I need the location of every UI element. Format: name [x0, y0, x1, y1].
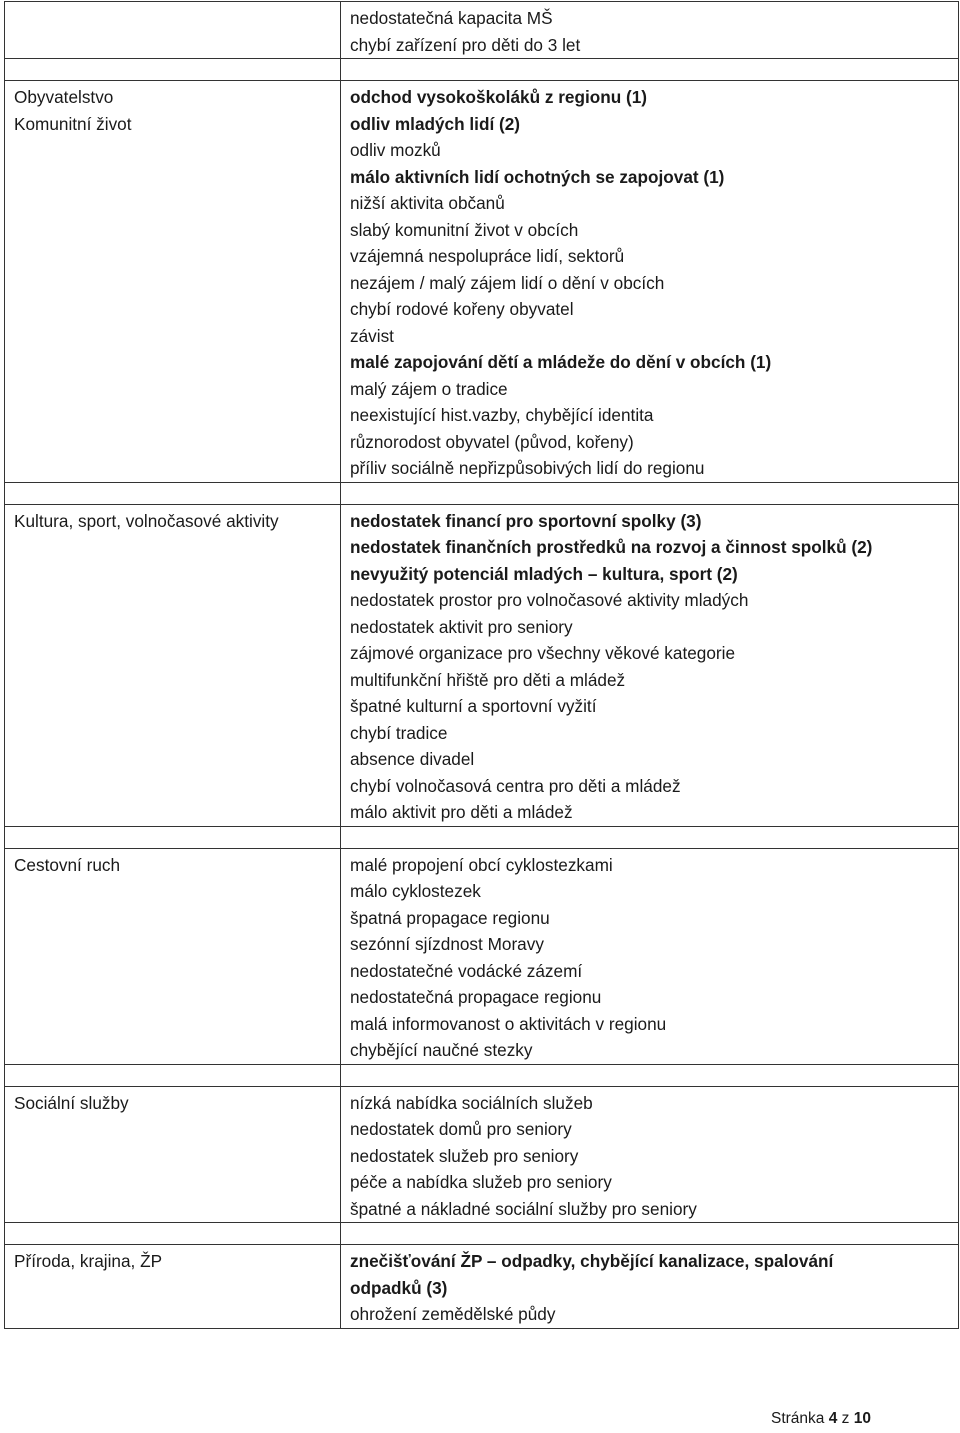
spacer-cell	[5, 482, 341, 504]
category-cell	[5, 1086, 341, 1223]
footer-page-total: 10	[853, 1410, 871, 1427]
section-row	[5, 504, 959, 826]
category-cell	[5, 2, 341, 59]
item-text: malý zájem o tradice	[350, 378, 508, 399]
item-text: odliv mozků	[350, 140, 441, 160]
section-row	[5, 81, 959, 483]
footer-middle: z	[837, 1410, 854, 1427]
item-text: málo aktivit pro děti a mládež	[350, 802, 573, 822]
item-text: odliv mladých lidí (2)	[350, 113, 520, 134]
item-text: nedostatečná propagace regionu	[350, 987, 602, 1007]
item-text: nedostatečná kapacita MŠ	[350, 8, 553, 28]
spacer-cell	[5, 826, 341, 848]
category-label: Obyvatelstvo	[14, 87, 114, 107]
spacer-row	[5, 1223, 959, 1245]
spacer-cell	[341, 1223, 959, 1245]
spacer-row	[5, 482, 959, 504]
category-label: Sociální služby	[14, 1092, 129, 1113]
item-text: nedostatek prostor pro volnočasové aktivity mladých	[350, 590, 749, 610]
item-text: závist	[350, 325, 394, 346]
items-cell	[341, 1245, 959, 1329]
items-cell	[341, 848, 959, 1064]
item-text: málo cyklostezek	[350, 881, 481, 901]
item-text: neexistující hist.vazby, chybějící identita	[350, 405, 654, 425]
item-text: málo aktivních lidí ochotných se zapojovat (1)	[350, 166, 725, 187]
item-text: nedostatek finančních prostředků na rozvoj a činnost spolků (2)	[350, 537, 873, 557]
spacer-cell	[341, 59, 959, 81]
item-text: nevyužitý potenciál mladých – kultura, sport (2)	[350, 563, 738, 584]
section-row	[5, 1086, 959, 1223]
spacer-cell	[5, 59, 341, 81]
item-text: nedostatek aktivit pro seniory	[350, 616, 573, 637]
category-cell	[5, 504, 341, 826]
category-label: Komunitní život	[14, 113, 132, 134]
item-text: zájmové organizace pro všechny věkové kategorie	[350, 643, 736, 663]
spacer-cell	[341, 482, 959, 504]
spacer-row	[5, 59, 959, 81]
item-text: příliv sociálně nepřizpůsobivých lidí do regionu	[350, 458, 705, 478]
item-text: chybí volnočasová centra pro děti a mládež	[350, 775, 681, 796]
spacer-cell	[5, 1064, 341, 1086]
item-text: nedostatečné vodácké zázemí	[350, 960, 583, 981]
item-text: ohrožení zemědělské půdy	[350, 1304, 556, 1324]
category-cell	[5, 81, 341, 483]
category-cell	[5, 1245, 341, 1329]
item-text: různorodost obyvatel (původ, kořeny)	[350, 431, 634, 452]
spacer-row	[5, 1064, 959, 1086]
item-text: chybějící naučné stezky	[350, 1040, 533, 1060]
item-text: multifunkční hřiště pro děti a mládež	[350, 669, 626, 690]
item-text: absence divadel	[350, 749, 475, 769]
threats-table	[4, 1, 959, 1329]
item-text: malé propojení obcí cyklostezkami	[350, 854, 613, 875]
spacer-cell	[5, 1223, 341, 1245]
item-text: vzájemná nespolupráce lidí, sektorů	[350, 246, 625, 266]
item-text: znečišťování ŽP – odpadky, chybějící kanalizace, spalování	[350, 1251, 834, 1271]
category-label: Cestovní ruch	[14, 854, 121, 875]
item-text: špatná propagace regionu	[350, 907, 550, 928]
items-cell	[341, 504, 959, 826]
item-text: péče a nabídka služeb pro seniory	[350, 1172, 612, 1192]
item-text: malé zapojování dětí a mládeže do dění v obcích (1)	[350, 352, 772, 372]
item-text: špatné a nákladné sociální služby pro seniory	[350, 1198, 697, 1219]
category-cell	[5, 848, 341, 1064]
item-text: nižší aktivita občanů	[350, 193, 505, 213]
category-label: Příroda, krajina, ŽP	[14, 1251, 163, 1271]
items-cell	[341, 2, 959, 59]
spacer-cell	[341, 826, 959, 848]
item-text: chybí zařízení pro děti do 3 let	[350, 34, 581, 55]
item-text: odpadků (3)	[350, 1277, 448, 1298]
item-text: nedostatek financí pro sportovní spolky (3)	[350, 510, 702, 531]
section-row	[5, 2, 959, 59]
item-text: nezájem / malý zájem lidí o dění v obcích	[350, 272, 665, 293]
footer-prefix: Stránka	[771, 1410, 829, 1427]
item-text: nedostatek služeb pro seniory	[350, 1145, 579, 1166]
spacer-cell	[341, 1064, 959, 1086]
spacer-row	[5, 826, 959, 848]
item-text: nízká nabídka sociálních služeb	[350, 1092, 593, 1113]
item-text: chybí tradice	[350, 722, 448, 743]
item-text: chybí rodové kořeny obyvatel	[350, 299, 574, 319]
item-text: odchod vysokoškoláků z regionu (1)	[350, 87, 648, 107]
category-label: Kultura, sport, volnočasové aktivity	[14, 510, 279, 531]
section-row	[5, 1245, 959, 1329]
items-cell	[341, 1086, 959, 1223]
item-text: špatné kulturní a sportovní vyžití	[350, 696, 597, 716]
item-text: sezónní sjízdnost Moravy	[350, 934, 544, 954]
items-cell	[341, 81, 959, 483]
footer-page-number: 4	[828, 1410, 838, 1427]
item-text: slabý komunitní život v obcích	[350, 219, 579, 240]
section-row	[5, 848, 959, 1064]
item-text: nedostatek domů pro seniory	[350, 1119, 572, 1139]
item-text: malá informovanost o aktivitách v regionu	[350, 1013, 667, 1034]
page-footer	[771, 1410, 871, 1428]
